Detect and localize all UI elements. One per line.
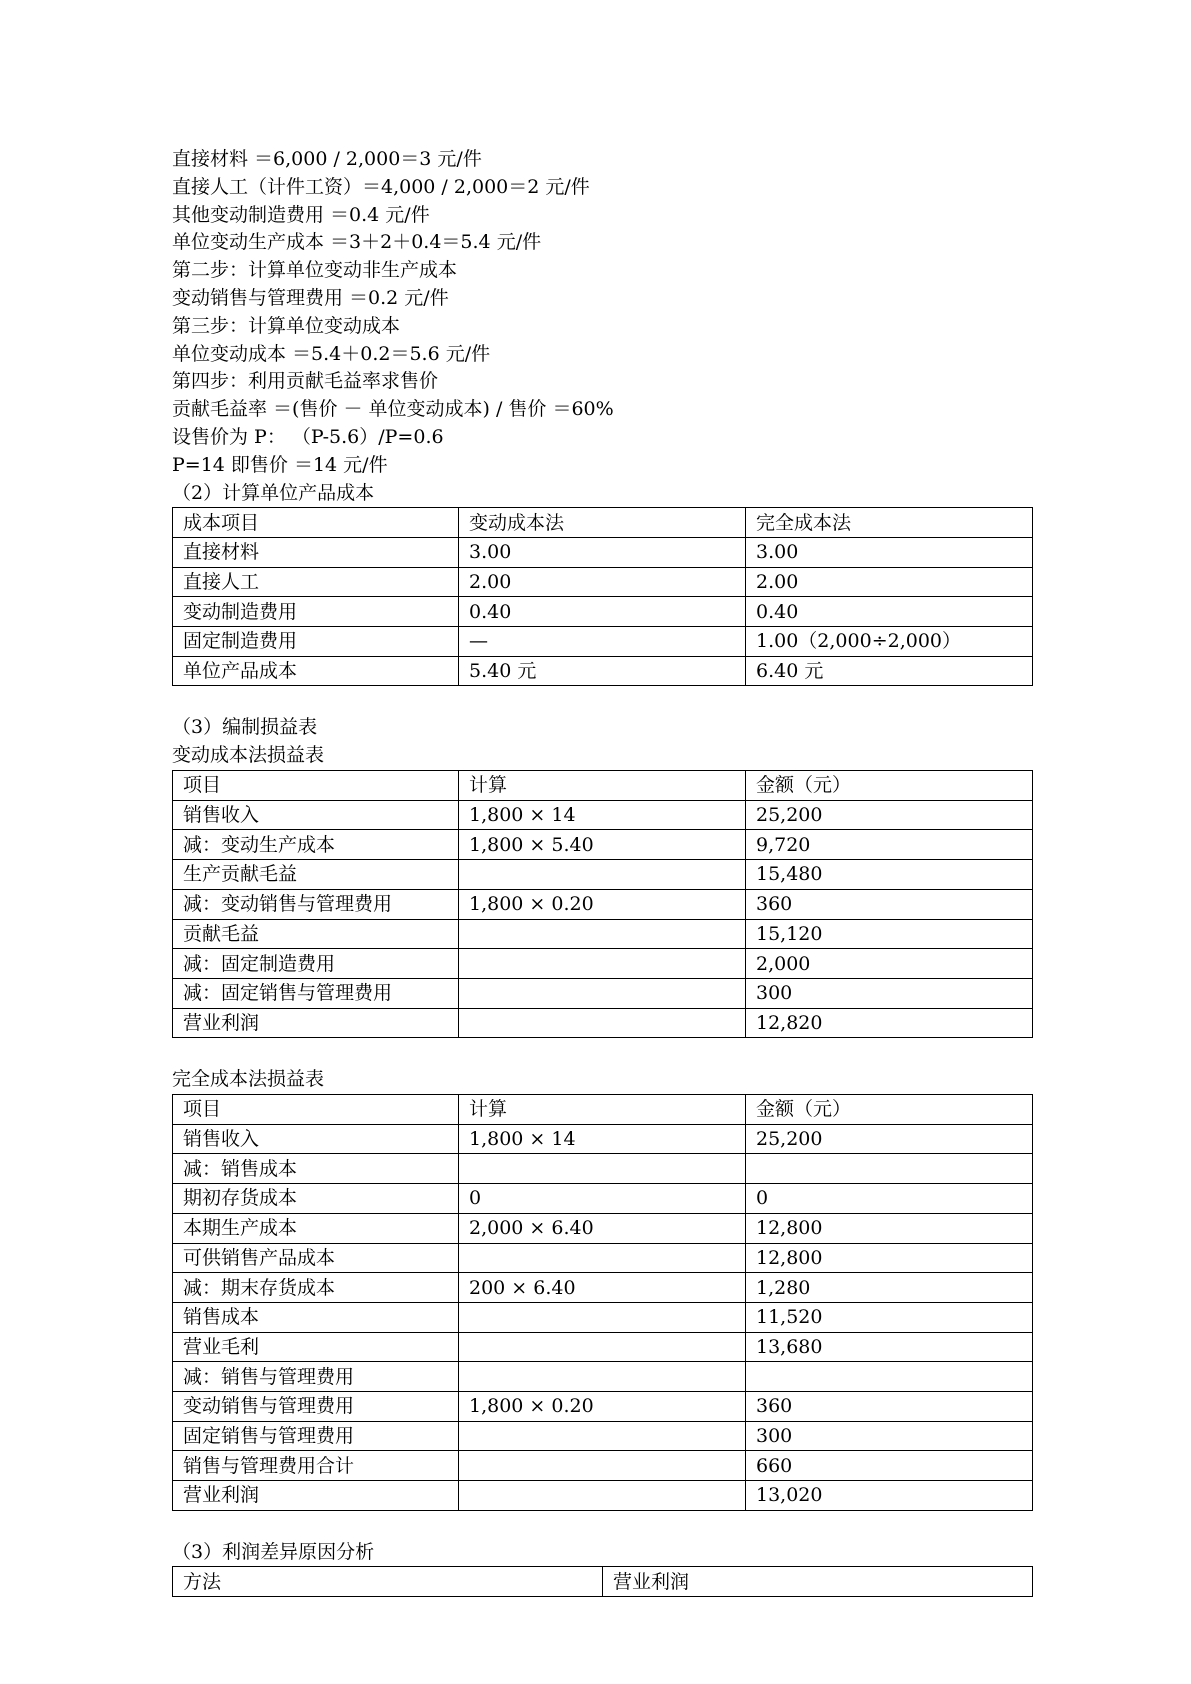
table-cell: 1,800 × 14 bbox=[459, 1124, 746, 1154]
table-cell: 25,200 bbox=[746, 1124, 1033, 1154]
table-cell: 13,020 bbox=[746, 1481, 1033, 1511]
text-line: 直接人工（计件工资）＝4,000 / 2,000＝2 元/件 bbox=[172, 175, 590, 198]
table-cell: 单位产品成本 bbox=[173, 656, 459, 686]
table-row bbox=[173, 1154, 1033, 1184]
table-cell: 6.40 元 bbox=[746, 656, 1033, 686]
table-cell: 变动销售与管理费用 bbox=[173, 1391, 459, 1421]
table-cell bbox=[459, 1481, 746, 1511]
table-cell: 2,000 bbox=[746, 949, 1033, 979]
table-cell: 营业利润 bbox=[173, 1481, 459, 1511]
section-heading: （2）计算单位产品成本 bbox=[172, 481, 375, 504]
table-header-cell: 金额（元） bbox=[746, 1095, 1033, 1125]
table-row bbox=[173, 830, 1033, 860]
text-line: 第三步：计算单位变动成本 bbox=[172, 314, 401, 337]
text-line: 贡献毛益率 ＝(售价 － 单位变动成本) / 售价 ＝60% bbox=[172, 398, 614, 421]
table-cell: 减：销售成本 bbox=[173, 1154, 459, 1184]
table-cell: 360 bbox=[746, 889, 1033, 919]
table-header-row bbox=[173, 508, 1033, 538]
table-row bbox=[173, 1184, 1033, 1214]
table-row bbox=[173, 949, 1033, 979]
table-title: 完全成本法损益表 bbox=[172, 1068, 325, 1091]
table-cell: 660 bbox=[746, 1451, 1033, 1481]
table-cell: 生产贡献毛益 bbox=[173, 860, 459, 890]
table-cell bbox=[459, 1362, 746, 1392]
table-cell: 360 bbox=[746, 1391, 1033, 1421]
table-cell: 13,680 bbox=[746, 1332, 1033, 1362]
table-cell: 0.40 bbox=[459, 597, 746, 627]
table-row bbox=[173, 597, 1033, 627]
table-cell: 减：固定制造费用 bbox=[173, 949, 459, 979]
table-cell: 期初存货成本 bbox=[173, 1184, 459, 1214]
table-header-cell: 金额（元） bbox=[746, 771, 1033, 801]
table-cell: 减：销售与管理费用 bbox=[173, 1362, 459, 1392]
table-cell: 贡献毛益 bbox=[173, 919, 459, 949]
table-cell: 3.00 bbox=[746, 538, 1033, 568]
table-cell: 3.00 bbox=[459, 538, 746, 568]
text-line: 变动销售与管理费用 ＝0.2 元/件 bbox=[172, 286, 449, 309]
table-cell: 营业毛利 bbox=[173, 1332, 459, 1362]
table-title: 变动成本法损益表 bbox=[172, 744, 325, 767]
table-cell: 营业利润 bbox=[173, 1008, 459, 1038]
profit-difference-table bbox=[172, 1566, 1033, 1597]
table-cell: 12,800 bbox=[746, 1213, 1033, 1243]
text-line: P=14 即售价 ＝14 元/件 bbox=[172, 453, 388, 476]
table-cell: 2,000 × 6.40 bbox=[459, 1213, 746, 1243]
table-row bbox=[173, 1302, 1033, 1332]
table-row bbox=[173, 1391, 1033, 1421]
table-cell bbox=[746, 1154, 1033, 1184]
table-cell: 可供销售产品成本 bbox=[173, 1243, 459, 1273]
table-cell: 1.00（2,000÷2,000） bbox=[746, 627, 1033, 657]
table-cell: 15,120 bbox=[746, 919, 1033, 949]
section-heading: （3）利润差异原因分析 bbox=[172, 1540, 375, 1563]
spacer bbox=[172, 1038, 1032, 1066]
table-row bbox=[173, 978, 1033, 1008]
table-cell: 减：变动生产成本 bbox=[173, 830, 459, 860]
table-row bbox=[173, 1124, 1033, 1154]
table-cell: 1,800 × 0.20 bbox=[459, 889, 746, 919]
text-line: 其他变动制造费用 ＝0.4 元/件 bbox=[172, 203, 430, 226]
table-cell: 本期生产成本 bbox=[173, 1213, 459, 1243]
table-row bbox=[173, 1273, 1033, 1303]
table-cell bbox=[459, 860, 746, 890]
table-cell: 直接人工 bbox=[173, 567, 459, 597]
table-row bbox=[173, 1008, 1033, 1038]
table-cell: 减：固定销售与管理费用 bbox=[173, 978, 459, 1008]
text-line: 直接材料 ＝6,000 / 2,000＝3 元/件 bbox=[172, 148, 482, 170]
table-header-cell: 方法 bbox=[173, 1567, 603, 1597]
table-cell: 固定制造费用 bbox=[173, 627, 459, 657]
section-heading: （3）编制损益表 bbox=[172, 716, 318, 739]
unit-cost-table bbox=[172, 507, 1033, 686]
table-cell: 减：期末存货成本 bbox=[173, 1273, 459, 1303]
table-cell: 销售成本 bbox=[173, 1302, 459, 1332]
table-row bbox=[173, 567, 1033, 597]
table-cell: 0.40 bbox=[746, 597, 1033, 627]
table-cell: 0 bbox=[746, 1184, 1033, 1214]
calculation-steps bbox=[172, 146, 1032, 507]
table-cell: 固定销售与管理费用 bbox=[173, 1421, 459, 1451]
table-cell bbox=[459, 949, 746, 979]
table-row bbox=[173, 1451, 1033, 1481]
table-cell: 直接材料 bbox=[173, 538, 459, 568]
table-cell bbox=[459, 1421, 746, 1451]
table-cell: 销售与管理费用合计 bbox=[173, 1451, 459, 1481]
text-line: 单位变动生产成本 ＝3＋2＋0.4＝5.4 元/件 bbox=[172, 231, 542, 254]
table-cell: 9,720 bbox=[746, 830, 1033, 860]
table-cell bbox=[459, 1243, 746, 1273]
table-cell: 1,280 bbox=[746, 1273, 1033, 1303]
table-header-row bbox=[173, 1567, 1033, 1597]
table-cell: 200 × 6.40 bbox=[459, 1273, 746, 1303]
document-page bbox=[172, 146, 1032, 1597]
spacer bbox=[172, 1511, 1032, 1539]
variable-costing-income-table bbox=[172, 770, 1033, 1038]
table-row bbox=[173, 1362, 1033, 1392]
table-row bbox=[173, 627, 1033, 657]
table-cell: 25,200 bbox=[746, 800, 1033, 830]
table-cell: 1,800 × 5.40 bbox=[459, 830, 746, 860]
table-row bbox=[173, 538, 1033, 568]
absorption-costing-income-table bbox=[172, 1094, 1033, 1511]
table-header-cell: 成本项目 bbox=[173, 508, 459, 538]
table-cell: 300 bbox=[746, 978, 1033, 1008]
table-cell: — bbox=[459, 627, 746, 657]
table-cell: 15,480 bbox=[746, 860, 1033, 890]
table-row bbox=[173, 860, 1033, 890]
table-row bbox=[173, 1481, 1033, 1511]
table-header-cell: 营业利润 bbox=[603, 1567, 1033, 1597]
table-row bbox=[173, 919, 1033, 949]
table-header-cell: 项目 bbox=[173, 771, 459, 801]
text-line: 设售价为 P： （P-5.6）/P=0.6 bbox=[172, 425, 444, 448]
table-row bbox=[173, 800, 1033, 830]
table-row bbox=[173, 1421, 1033, 1451]
table-cell: 1,800 × 0.20 bbox=[459, 1391, 746, 1421]
table-cell bbox=[459, 978, 746, 1008]
table-cell: 12,800 bbox=[746, 1243, 1033, 1273]
table-cell bbox=[459, 1008, 746, 1038]
table-row bbox=[173, 1213, 1033, 1243]
spacer bbox=[172, 686, 1032, 714]
table-cell bbox=[459, 919, 746, 949]
table-header-row bbox=[173, 771, 1033, 801]
table-cell: 12,820 bbox=[746, 1008, 1033, 1038]
text-line: 第二步：计算单位变动非生产成本 bbox=[172, 259, 458, 282]
table-cell: 11,520 bbox=[746, 1302, 1033, 1332]
table-header-cell: 项目 bbox=[173, 1095, 459, 1125]
table-row bbox=[173, 889, 1033, 919]
table-header-cell: 完全成本法 bbox=[746, 508, 1033, 538]
table-cell: 销售收入 bbox=[173, 1124, 459, 1154]
table-cell bbox=[459, 1332, 746, 1362]
table-row bbox=[173, 1243, 1033, 1273]
table-cell: 减：变动销售与管理费用 bbox=[173, 889, 459, 919]
table-cell bbox=[459, 1451, 746, 1481]
text-line: 第四步：利用贡献毛益率求售价 bbox=[172, 370, 439, 393]
table-cell: 0 bbox=[459, 1184, 746, 1214]
table-cell: 1,800 × 14 bbox=[459, 800, 746, 830]
table-cell: 2.00 bbox=[459, 567, 746, 597]
table-cell: 5.40 元 bbox=[459, 656, 746, 686]
table-cell bbox=[459, 1154, 746, 1184]
table-cell: 变动制造费用 bbox=[173, 597, 459, 627]
table-header-cell: 计算 bbox=[459, 1095, 746, 1125]
table-cell: 2.00 bbox=[746, 567, 1033, 597]
table-cell: 300 bbox=[746, 1421, 1033, 1451]
table-cell: 销售收入 bbox=[173, 800, 459, 830]
table-row bbox=[173, 656, 1033, 686]
table-header-cell: 计算 bbox=[459, 771, 746, 801]
table-cell bbox=[746, 1362, 1033, 1392]
table-row bbox=[173, 1332, 1033, 1362]
text-line: 单位变动成本 ＝5.4＋0.2＝5.6 元/件 bbox=[172, 342, 491, 365]
table-header-cell: 变动成本法 bbox=[459, 508, 746, 538]
table-cell bbox=[459, 1302, 746, 1332]
table-header-row bbox=[173, 1095, 1033, 1125]
